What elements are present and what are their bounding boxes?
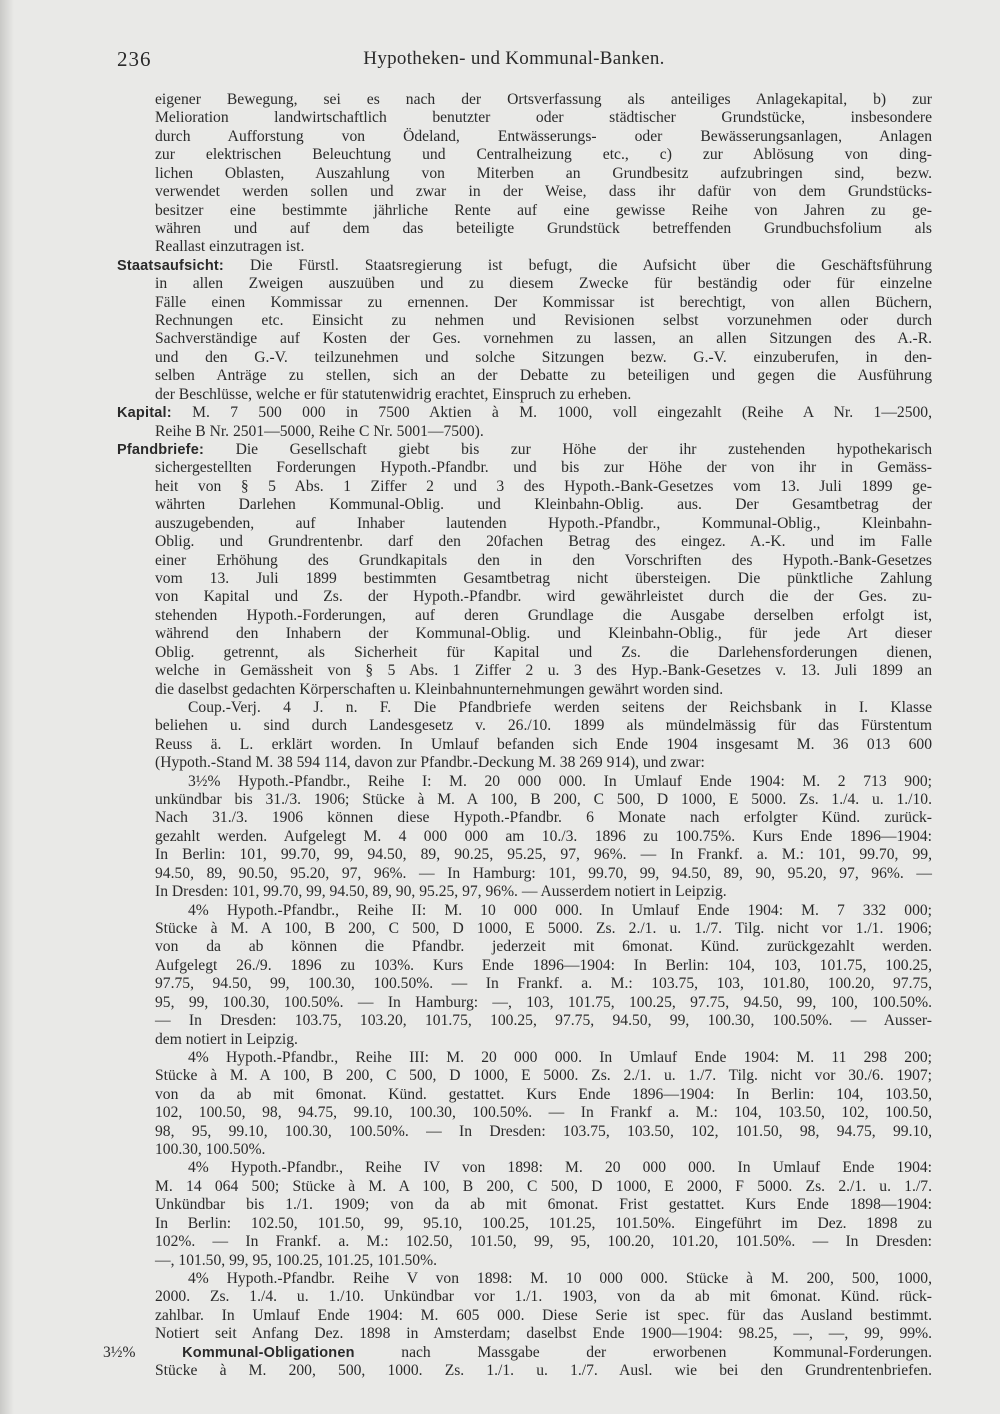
text-line xyxy=(0,515,932,533)
text-line xyxy=(0,994,932,1012)
text-line xyxy=(0,312,932,330)
line-text: Reuss ä. L. erklärt worden. In Umlauf befanden sich Ende 1904 insgesamt M. 36 013 600 xyxy=(155,735,932,753)
text-line xyxy=(0,1049,932,1067)
text-line xyxy=(0,902,932,920)
text-line xyxy=(0,681,932,699)
text-line xyxy=(0,1031,932,1049)
line-text: M. 14 064 500; Stücke à M. A 100, B 200, C 500, D 1000, E 2000, F 5000. Zs. 2./1. u. 1./7. xyxy=(155,1177,932,1195)
text-line xyxy=(0,1104,932,1122)
line-text: Rechnungen etc. Einsicht zu nehmen und Revisionen selbst vorzunehmen oder durch xyxy=(155,312,932,330)
text-line xyxy=(0,588,932,606)
text-line xyxy=(0,496,932,514)
text-line xyxy=(0,552,932,570)
line-text: 4% Hypoth.-Pfandbr. Reihe V von 1898: M. 10 000 000. Stücke à M. 200, 500, 1000, xyxy=(188,1270,932,1287)
text-line xyxy=(0,828,932,846)
text-line xyxy=(0,1159,932,1177)
text-line xyxy=(0,330,932,348)
text-line xyxy=(0,717,932,735)
line-text: in allen Zweigen auszuüben und zu diesem Zwecke für beständig oder für einzelne xyxy=(155,275,932,293)
rate-prefix: 3½% xyxy=(103,1343,183,1361)
text-line xyxy=(0,1252,932,1270)
line-text: eigener Bewegung, sei es nach der Ortsverfassung als anteiliges Anlagekapital, b) zur xyxy=(155,91,932,108)
text-line xyxy=(0,754,932,772)
line-text: Reihe B Nr. 2501—5000, Reihe C Nr. 5001—7500). xyxy=(155,422,484,440)
line-text: Sachverständige auf Kosten der Ges. vornehmen zu lassen, an allen Sitzungen des A.-R. xyxy=(155,330,932,348)
text-line xyxy=(0,865,932,883)
text-line xyxy=(0,183,932,201)
line-text: währen und auf dem das beteiligte Grundstück betreffenden Grundbuchsfolium als xyxy=(155,219,932,237)
text-line xyxy=(0,644,932,662)
line-text: Stücke à M. 200, 500, 1000. Zs. 1./1. u. 1./7. Ausl. wie bei den Grundrentenbriefen. xyxy=(155,1362,932,1380)
line-text: auszugebenden, auf Inhaber lautenden Hypoth.-Pfandbr., Kommunal-Oblig., Kleinbahn- xyxy=(155,514,932,532)
text-line xyxy=(0,957,932,975)
line-text: In Berlin: 102.50, 101.50, 99, 95.10, 100.25, 101.25, 101.50%. Eingeführt im Dez. 1898 zu xyxy=(155,1214,932,1232)
line-text: In Berlin: 101, 99.70, 99, 94.50, 89, 90.25, 95.25, 97, 96%. — In Frankf. a. M.: 101, 99.70, 99, xyxy=(155,846,932,864)
text-line xyxy=(0,1307,932,1325)
text-line xyxy=(0,349,932,367)
line-text: von da ab können die Pfandbr. jederzeit mit 6monat. Künd. zurückgezahlt werden. xyxy=(155,938,932,956)
text-line xyxy=(0,220,932,238)
page-title: Hypotheken- und Kommunal-Banken. xyxy=(363,48,665,69)
line-text: vom 13. Juli 1899 bestimmten Gesamtbetrag nicht übersteigen. Die pünktliche Zahlung xyxy=(155,569,932,587)
line-text: sichergestellten Forderungen Hypoth.-Pfandbr. und bis zur Höhe der von ihr in Gemäss- xyxy=(155,459,932,477)
line-text: besitzer eine bestimmte jährliche Rente auf eine gewisse Reihe von Jahren zu ge- xyxy=(155,201,932,219)
line-text: beliehen u. sind durch Landesgesetz v. 26./10. 1899 als mündelmässig für das Fürstentum xyxy=(155,717,932,735)
text-line xyxy=(0,238,932,256)
line-text: Reallast einzutragen ist. xyxy=(155,238,305,256)
line-text: nach Massgabe der erworbenen Kommunal-Forderungen. xyxy=(354,1343,932,1361)
line-text: dem notiert in Leipzig. xyxy=(155,1030,298,1048)
line-text: unkündbar bis 31./3. 1906; Stücke à M. A 100, B 200, C 500, D 1000, E 5000. Zs. 1./4. u. 1./10. xyxy=(155,791,932,809)
line-text: 2000. Zs. 1./4. u. 1./10. Unkündbar vor 1./1. 1903, von da ab mit 6monat. Künd. rück- xyxy=(155,1288,932,1306)
line-text: stehenden Hypoth.-Forderungen, auf deren Grundlage die Ausgabe derselben erfolgt ist, xyxy=(155,606,932,624)
line-text: 94.50, 89, 90.50, 95.20, 97, 96%. — In Hamburg: 101, 99.70, 99, 94.50, 89, 90, 95.20, 97, 96%. — xyxy=(155,864,932,882)
page-number: 236 xyxy=(117,47,152,71)
line-text: Oblig. und Grundrentenbr. darf den 20fachen Betrag des eingez. A.-K. und im Falle xyxy=(155,533,932,551)
line-text: verwendet werden sollen und zwar in der Weise, dass ihr dafür von dem Grundstücks- xyxy=(155,183,932,201)
section-label: Staatsaufsicht: xyxy=(117,257,224,274)
line-text: 95, 99, 100.30, 100.50%. — In Hamburg: —, 103, 101.75, 100.25, 97.75, 94.50, 99, 100, 100.50%. xyxy=(155,993,932,1011)
line-text: lichen Oblasten, Auszahlung von Miterben an Grundbesitz aufzubringen sind, bezw. xyxy=(155,164,932,182)
line-text: zur elektrischen Beleuchtung und Centralheizung etc., c) zur Ablösung von ding- xyxy=(155,146,932,164)
section-label: Kommunal-Obligationen xyxy=(182,1344,355,1361)
text-line xyxy=(0,128,932,146)
text-line xyxy=(0,846,932,864)
line-text: während den Inhabern der Kommunal-Oblig. und Kleinbahn-Oblig., für jede Art dieser xyxy=(155,625,932,643)
line-text: der Beschlüsse, welche er für statutenwidrig erachtet, Einspruch zu erheben. xyxy=(155,385,632,403)
line-text: die daselbst gedachten Körperschaften u. Kleinbahnunternehmungen gewährt worden sind. xyxy=(155,680,724,698)
line-text: einer Erhöhung des Grundkapitals den in den Vorschriften des Hypoth.-Bank-Gesetzes xyxy=(155,551,932,569)
text-line xyxy=(0,533,932,551)
text-line xyxy=(0,736,932,754)
text-line xyxy=(0,1123,932,1141)
text-line xyxy=(0,699,932,717)
section-heading-line xyxy=(0,404,932,422)
text-line xyxy=(0,625,932,643)
line-text: Unkündbar bis 1./1. 1909; von da ab mit 6monat. Frist gestattet. Kurs Ende 1898—1904: xyxy=(155,1196,932,1214)
text-line xyxy=(0,275,932,293)
line-text: 4% Hypoth.-Pfandbr., Reihe IV von 1898: M. 20 000 000. In Umlauf Ende 1904: xyxy=(188,1159,932,1177)
text-line xyxy=(0,1067,932,1085)
text-line xyxy=(0,478,932,496)
line-text: 98, 95, 99.10, 100.30, 100.50%. — In Dresden: 103.75, 103.50, 102, 101.50, 98, 94.75, 99.10, xyxy=(155,1122,932,1140)
text-line xyxy=(0,91,932,109)
line-text: — In Dresden: 103.75, 103.20, 101.75, 100.25, 97.75, 94.50, 99, 100.30, 100.50%. — Ausser- xyxy=(155,1012,932,1030)
section-heading-line xyxy=(0,257,932,275)
line-text: In Dresden: 101, 99.70, 99, 94.50, 89, 90, 95.25, 97, 96%. — Ausserdem notiert in Leipzig. xyxy=(155,883,727,901)
text-line xyxy=(0,1233,932,1251)
text-line xyxy=(0,165,932,183)
line-text: (Hypoth.-Stand M. 38 594 114, davon zur Pfandbr.-Deckung M. 38 269 914), und zwar: xyxy=(155,754,705,772)
line-text: Coup.-Verj. 4 J. n. F. Die Pfandbriefe werden seitens der Reichsbank in I. Klasse xyxy=(188,698,932,716)
text-line xyxy=(0,202,932,220)
line-text: M. 7 500 000 in 7500 Aktien à M. 1000, voll eingezahlt (Reihe A Nr. 1—2500, xyxy=(171,404,932,422)
text-line xyxy=(0,1012,932,1030)
text-line xyxy=(0,1141,932,1159)
section-label: Pfandbriefe: xyxy=(117,442,204,459)
line-text: von Kapital und Zs. der Hypoth.-Pfandbr. wird gewährleistet durch die der Ges. zu- xyxy=(155,588,932,606)
section-heading-line xyxy=(0,1344,932,1362)
document-body xyxy=(0,91,1000,1381)
text-line xyxy=(0,1270,932,1288)
text-line xyxy=(0,809,932,827)
text-line xyxy=(0,570,932,588)
text-line xyxy=(0,146,932,164)
line-text: heit von § 5 Abs. 1 Ziffer 2 und 3 des Hypoth.-Bank-Gesetzes vom 13. Juli 1899 ge- xyxy=(155,477,932,495)
text-line xyxy=(0,773,932,791)
line-text: 3½% Hypoth.-Pfandbr., Reihe I: M. 20 000 000. In Umlauf Ende 1904: M. 2 713 900; xyxy=(188,772,932,790)
line-text: 97.75, 94.50, 99, 100.30, 100.50%. — In Frankf. a. M.: 103.75, 103, 101.80, 100.20, 97.75, xyxy=(155,975,932,993)
line-text: 100.30, 100.50%. xyxy=(155,1141,266,1159)
text-line xyxy=(0,791,932,809)
text-line xyxy=(0,367,932,385)
text-line xyxy=(0,1196,932,1214)
text-line xyxy=(0,938,932,956)
line-text: Stücke à M. A 100, B 200, C 500, D 1000, E 5000. Zs. 2./1. u. 1./7. Tilg. nicht vor 1./1. 1906; xyxy=(155,919,932,937)
line-text: 102%. — In Frankf. a. M.: 102.50, 101.50, 99, 95, 100.20, 101.20, 101.50%. — In Dresden: xyxy=(155,1233,932,1251)
text-line xyxy=(0,883,932,901)
line-text: Die Fürstl. Staatsregierung ist befugt, die Aufsicht über die Geschäftsführung xyxy=(223,256,932,274)
text-line xyxy=(0,1086,932,1104)
text-line xyxy=(0,920,932,938)
text-line xyxy=(0,662,932,680)
line-text: Fälle einen Kommissar zu ernennen. Der Kommissar ist berechtigt, von allen Büchern, xyxy=(155,293,932,311)
text-line xyxy=(0,459,932,477)
text-line xyxy=(0,607,932,625)
text-line xyxy=(0,1215,932,1233)
line-text: Notiert seit Anfang Dez. 1898 in Amsterdam; daselbst Ende 1900—1904: 98.25, —, —, 99, 99%. xyxy=(155,1325,932,1343)
text-line xyxy=(0,1325,932,1343)
line-text: 4% Hypoth.-Pfandbr., Reihe III: M. 20 000 000. In Umlauf Ende 1904: M. 11 298 200; xyxy=(188,1048,932,1066)
line-text: welche in Gemässheit von § 5 Abs. 1 Ziffer 2 u. 3 des Hyp.-Bank-Gesetzes v. 13. Juli 1899 an xyxy=(155,662,932,680)
line-text: Oblig. getrennt, als Sicherheit für Kapital und Zs. die Darlehensforderungen dienen, xyxy=(155,643,932,661)
line-text: Aufgelegt 26./9. 1896 zu 103%. Kurs Ende 1896—1904: In Berlin: 104, 103, 101.75, 100.25, xyxy=(155,956,932,974)
text-line xyxy=(0,386,932,404)
section-label: Kapital: xyxy=(117,405,172,422)
text-line xyxy=(0,423,932,441)
line-text: durch Aufforstung von Ödeland, Entwässerungs- oder Bewässerungsanlagen, Anlagen xyxy=(155,127,932,145)
text-line xyxy=(0,1288,932,1306)
line-text: gezahlt werden. Aufgelegt M. 4 000 000 am 10./3. 1896 zu 100.75%. Kurs Ende 1896—1904: xyxy=(155,827,932,845)
line-text: Melioration landwirtschaftlich benutzter oder städtischer Grundstücke, insbesondere xyxy=(155,109,932,127)
line-text: 4% Hypoth.-Pfandbr., Reihe II: M. 10 000 000. In Umlauf Ende 1904: M. 7 332 000; xyxy=(188,901,932,919)
section-heading-line xyxy=(0,441,932,459)
line-text: —, 101.50, 99, 95, 100.25, 101.25, 101.50%. xyxy=(155,1251,437,1269)
line-text: zahlbar. In Umlauf Ende 1904: M. 605 000. Diese Serie ist spec. für das Ausland bestimmt. xyxy=(155,1306,932,1324)
line-text: Nach 31./3. 1906 können diese Hypoth.-Pfandbr. 6 Monate nach erfolgter Künd. zurück- xyxy=(155,809,932,827)
line-text: und den G.-V. teilzunehmen und solche Sitzungen bezw. G.-V. einzuberufen, in den- xyxy=(155,348,932,366)
text-line xyxy=(0,975,932,993)
line-text: währten Darlehen Kommunal-Oblig. und Kleinbahn-Oblig. aus. Der Gesamtbetrag der xyxy=(155,496,932,514)
text-line xyxy=(0,294,932,312)
line-text: Die Gesellschaft giebt bis zur Höhe der ihr zustehenden hypothekarisch xyxy=(204,441,932,459)
line-text: 102, 100.50, 98, 94.75, 99.10, 100.30, 100.50%. — In Frankf a. M.: 104, 103.50, 102, 100.50, xyxy=(155,1104,932,1122)
text-line xyxy=(0,1362,932,1380)
line-text: Stücke à M. A 100, B 200, C 500, D 1000, E 5000. Zs. 2./1. u. 1./7. Tilg. nicht vor 30./6. 1907; xyxy=(155,1067,932,1085)
text-line xyxy=(0,109,932,127)
text-line xyxy=(0,1178,932,1196)
line-text: von da ab mit 6monat. Künd. gestattet. Kurs Ende 1896—1904: In Berlin: 104, 103.50, xyxy=(155,1085,932,1103)
line-text: selben Anträge zu stellen, sich an der Debatte zu beteiligen und gegen die Ausführung xyxy=(155,367,932,385)
